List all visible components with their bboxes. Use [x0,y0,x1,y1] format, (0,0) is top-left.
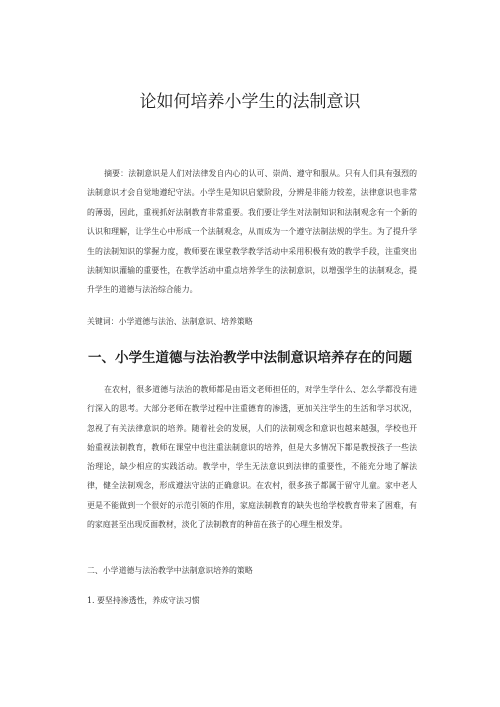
section-heading-1: 一、小学生道德与法治教学中法制意识培养存在的问题 [88,350,412,366]
abstract-text: 摘要：法制意识是人们对法律发自内心的认可、崇尚、遵守和服从。只有人们具有强烈的法制意识才会自觉地遵纪守法。小学生是知识启蒙阶段，分辨是非能力较差，法律意识也非常的薄弱，因此，重视抓好法制教育非常重要。我们要让学生对法制知识和法制观念有一个新的认识和理解，让学生心中形成一个法制观念，从而成为一个遵守法制法规的学生。为了提升学生的法制知识的掌握力度，教师要在课堂教学教学活动中采用积极有效的教学手段，注重突出法制知识灌输的重要性，在教学活动中重点培养学生的法制意识，以增强学生的法制观念，提升学生的道德与法治综合能力。 [87,169,417,295]
document-title: 论如何培养小学生的法制意识 [139,92,361,112]
keywords-text: 关键词：小学道德与法治、法制意识、培养策略 [87,317,253,326]
abstract-paragraph [87,164,417,300]
keywords-line [87,316,417,328]
section1-paragraph [87,380,417,534]
subsection-heading-1: 1. 要坚持渗透性，养成守法习惯 [87,596,200,605]
section-heading-2: 二、小学道德与法治教学中法制意识培养的策略 [87,566,253,575]
section1-text: 在农村，很多道德与法治的教师都是由语文老师担任的，对学生学什么、怎么学都没有进行深入的思考。大部分老师在教学过程中注重德育的渗透，更加关注学生的生活和学习状况，忽视了有关法律意识的培养。随着社会的发展，人们的法制观念和意识也越来越强，学校也开始重视法制教育，教师在课堂中也注重法制意识的培养，但是大多情况下都是教授孩子一些法治理论，缺少相应的实践活动。教学中，学生无法意识到法律的重要性，不能充分地了解法律，健全法制观念，形成遵法守法的正确意识。在农村，很多孩子都属于留守儿童。家中老人更是不能做到一个很好的示范引领的作用，家庭法制教育的缺失也给学校教育带来了困难，有的家庭甚至出现反面教材，淡化了法制教育的种苗在孩子的心理生根发芽。 [87,385,417,530]
